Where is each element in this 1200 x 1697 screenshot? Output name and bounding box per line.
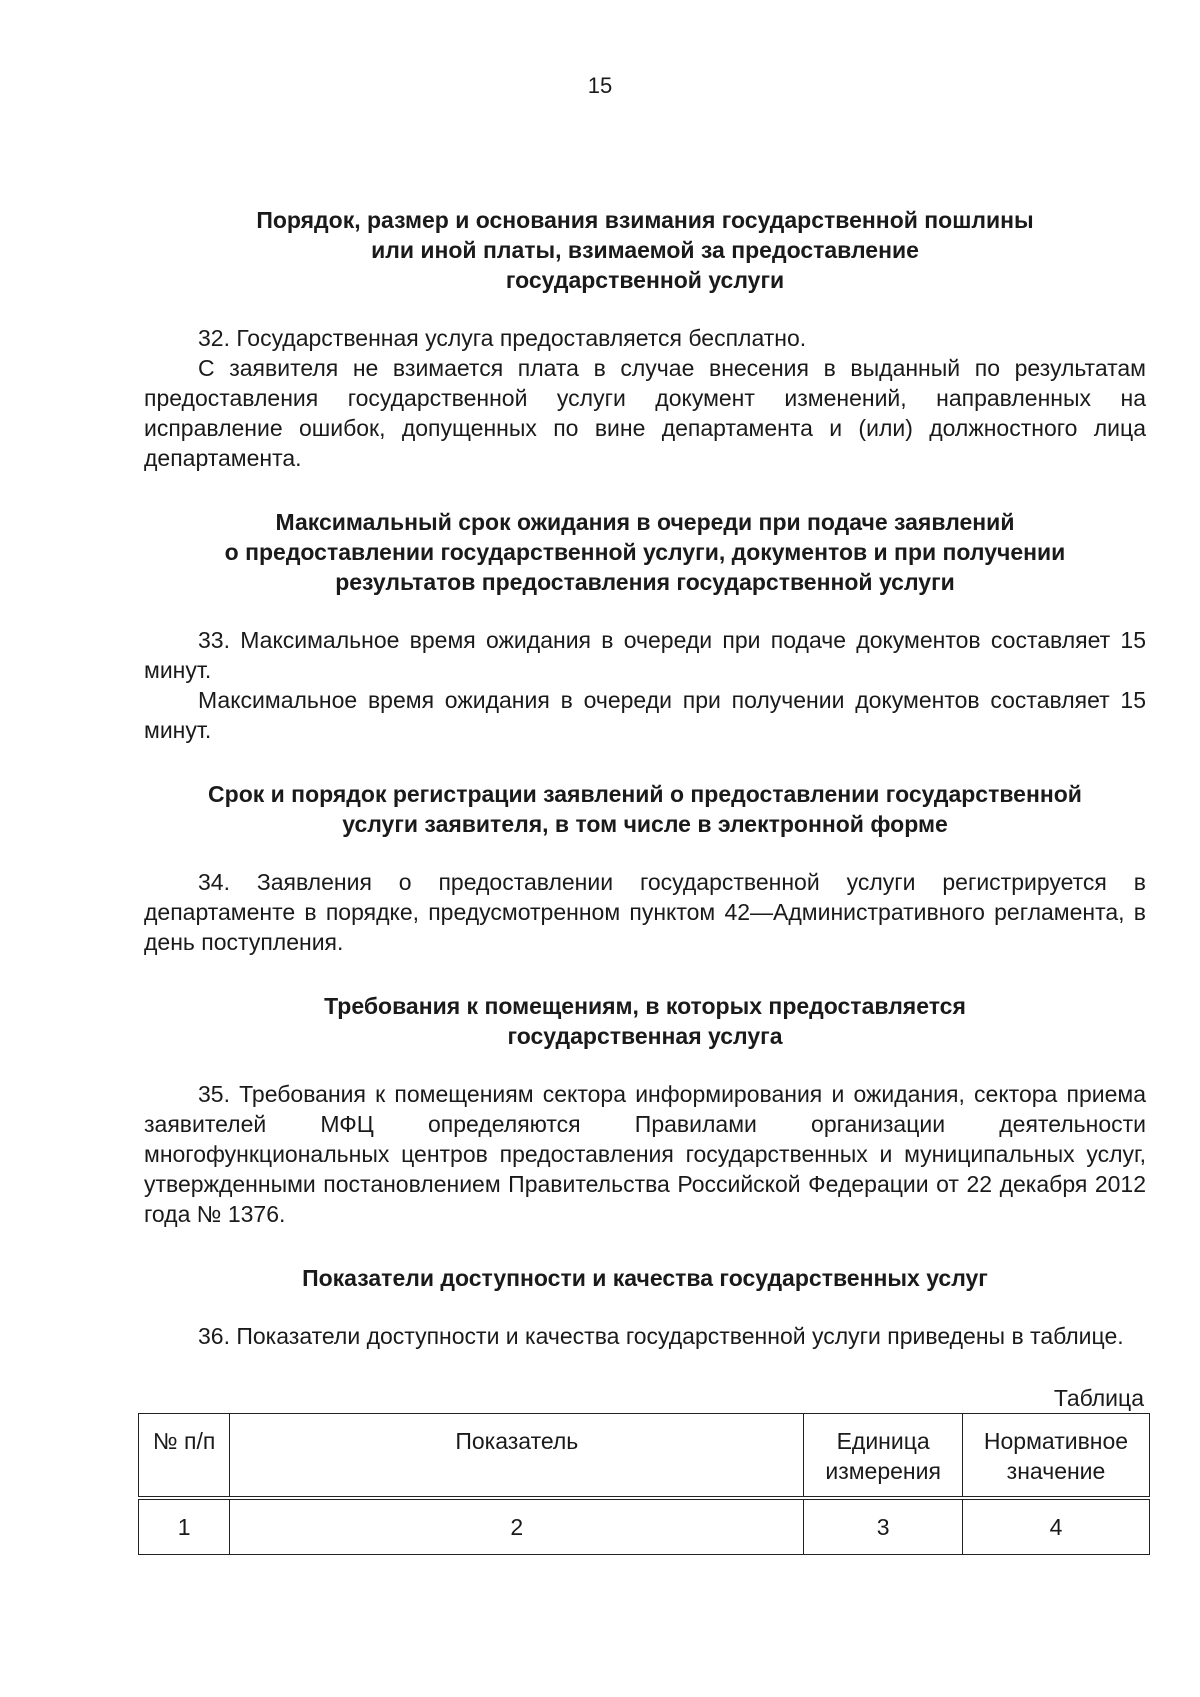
section-heading-quality: [144, 1263, 1146, 1293]
table-cell: 3: [804, 1498, 963, 1555]
heading-line: Срок и порядок регистрации заявлений о предоставлении государственной: [208, 781, 1082, 807]
table-caption: Таблица: [1053, 1385, 1144, 1411]
section-heading-registration: [144, 779, 1146, 839]
heading-line: услуги заявителя, в том числе в электронной форме: [342, 811, 948, 837]
page-number: 15: [587, 73, 613, 98]
paragraph-33: 33. Максимальное время ожидания в очереди при подаче документов составляет 15 минут.: [144, 627, 1146, 683]
paragraph-36: 36. Показатели доступности и качества государственной услуги приведены в таблице.: [198, 1323, 1124, 1349]
heading-line: о предоставлении государственной услуги, документов и при получении: [224, 539, 1066, 565]
table-header-cell: Показатель: [230, 1414, 804, 1499]
section-heading-premises: [144, 991, 1146, 1051]
paragraph-32: 32. Государственная услуга предоставляется бесплатно.: [198, 325, 807, 351]
table-cell: 2: [230, 1498, 804, 1555]
heading-line: Требования к помещениям, в которых предоставляется: [324, 993, 966, 1019]
heading-line: государственная услуга: [507, 1023, 783, 1049]
table-cell: 4: [963, 1498, 1150, 1555]
document-body: [144, 205, 1146, 1555]
table-header-row: [139, 1414, 1150, 1499]
table-numbering-row: [139, 1498, 1150, 1555]
table-header-cell: Нормативное значение: [963, 1414, 1150, 1499]
paragraph-33-note: Максимальное время ожидания в очереди при получении документов составляет 15 минут.: [144, 687, 1146, 743]
section-heading-queue-time: [144, 507, 1146, 597]
table-cell: 1: [139, 1498, 230, 1555]
paragraph-32-note: С заявителя не взимается плата в случае внесения в выданный по результатам предоставления государственной услуги документ изменений, направленных на исправление ошибок, допущенных по вине департамента и (или) должностного лица департамента.: [144, 355, 1146, 471]
indicators-table: [138, 1413, 1150, 1555]
heading-line: Максимальный срок ожидания в очереди при подаче заявлений: [275, 509, 1015, 535]
heading-line: результатов предоставления государственной услуги: [335, 569, 955, 595]
heading-line: Порядок, размер и основания взимания государственной пошлины: [256, 207, 1034, 233]
paragraph-34: 34. Заявления о предоставлении государственной услуги регистрируется в департаменте в порядке, предусмотренном пунктом 42—Административного регламента, в день поступления.: [144, 869, 1146, 955]
table-header-cell: Единица измерения: [804, 1414, 963, 1499]
heading-line: Показатели доступности и качества государственных услуг: [302, 1265, 988, 1291]
heading-line: или иной платы, взимаемой за предоставление: [371, 237, 919, 263]
section-heading-fee: [144, 205, 1146, 295]
heading-line: государственной услуги: [505, 267, 785, 293]
table-header-cell: № п/п: [139, 1414, 230, 1499]
paragraph-35: 35. Требования к помещениям сектора информирования и ожидания, сектора приема заявителей МФЦ определяются Правилами организации деятельности многофункциональных центров предоставления государственных и муниципальных услуг, утвержденными постановлением Правительства Российской Федерации от 22 декабря 2012 года № 1376.: [144, 1081, 1146, 1227]
